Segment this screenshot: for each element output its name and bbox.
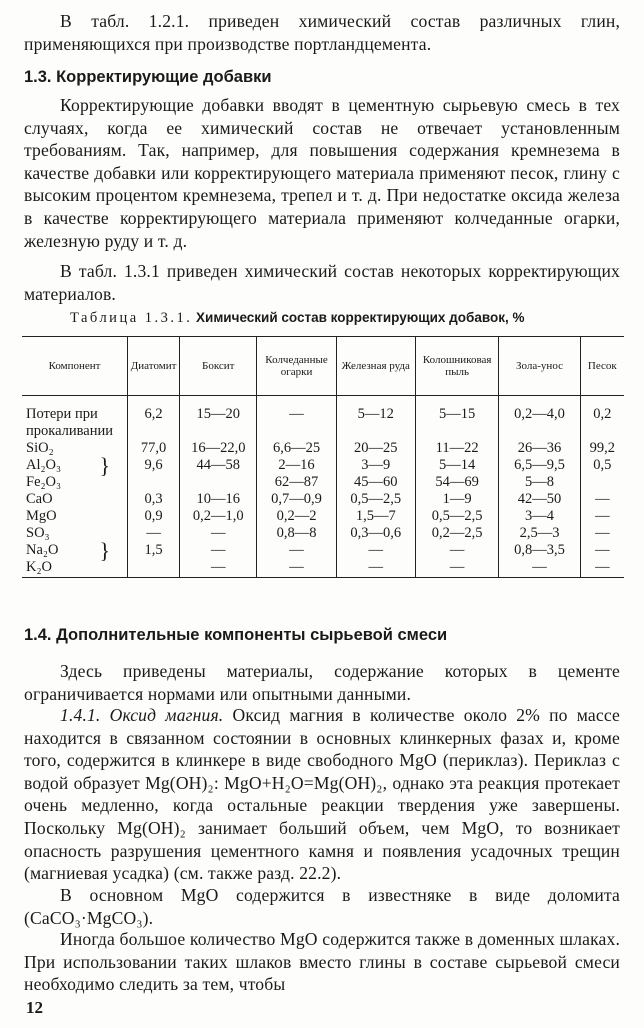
table-caption-label: Таблица 1.3.1. bbox=[70, 310, 193, 326]
table-caption bbox=[70, 309, 610, 327]
cell-value: 26—36 bbox=[499, 440, 580, 457]
cell-value: 0,2—2,5 bbox=[415, 525, 498, 542]
header-component: Компонент bbox=[22, 337, 128, 396]
cell-value: 42—50 bbox=[499, 491, 580, 508]
table-row bbox=[22, 542, 624, 559]
table-row bbox=[22, 559, 624, 578]
cell-value: 0,3 bbox=[128, 491, 180, 508]
table-row bbox=[22, 457, 624, 474]
header-flue-dust: Колошниковая пыль bbox=[415, 337, 498, 396]
header-bauxite: Боксит bbox=[180, 337, 257, 396]
cell-value: 5—15 bbox=[415, 406, 498, 440]
cell-value: 0,2—2 bbox=[257, 508, 336, 525]
section-1-4-paragraph-2 bbox=[24, 704, 620, 885]
cell-value: — bbox=[257, 559, 336, 578]
cell-value: 62—87 bbox=[257, 474, 336, 491]
cell-value: — bbox=[415, 542, 498, 559]
cell-value: 3—9 bbox=[336, 457, 415, 474]
cell-value: — bbox=[580, 542, 624, 559]
table-row bbox=[22, 474, 624, 491]
cell-value: — bbox=[499, 559, 580, 578]
cell-value bbox=[128, 474, 180, 491]
page-number: 12 bbox=[26, 998, 43, 1017]
cell-value: — bbox=[336, 542, 415, 559]
cell-value: 0,7—0,9 bbox=[257, 491, 336, 508]
cell-value: 0,2—4,0 bbox=[499, 406, 580, 440]
cell-value: — bbox=[180, 525, 257, 542]
header-sand: Песок bbox=[580, 337, 624, 396]
cell-value: 3—4 bbox=[499, 508, 580, 525]
table-row bbox=[22, 440, 624, 457]
cell-component bbox=[22, 538, 128, 563]
cell-value: 1,5—7 bbox=[336, 508, 415, 525]
cell-value: 0,5 bbox=[580, 457, 624, 474]
table-row bbox=[22, 508, 624, 525]
cell-value: — bbox=[257, 542, 336, 559]
cell-component: CaO bbox=[26, 491, 53, 507]
cell-value bbox=[580, 474, 624, 491]
cell-value bbox=[128, 559, 180, 578]
cell-value: 0,8—8 bbox=[257, 525, 336, 542]
brace-glyph: } bbox=[99, 453, 111, 478]
cell-value: 44—58 bbox=[180, 457, 257, 474]
cell-value: 0,5—2,5 bbox=[415, 508, 498, 525]
cell-value: 0,5—2,5 bbox=[336, 491, 415, 508]
subsection-1-4-1-text: Оксид магния в количестве около 2% по массе находится в связанном состоянии в основных клинкерных фазах и, кроме того, содержится в клинкере в виде свободного MgO (периклаз). Периклаз с водой образует Mg(OH)₂: MgO+H₂O=Mg(OH)₂, однако эта реакция протекает очень медленно, когда остальные реакции твердения уже завершены. Поскольку Mg(OH)₂ занимает больший объем, чем MgO, то возникает опасность разрушения цементного камня и появления усадочных трещин (магниевая усадка) (см. также разд. 22.2). bbox=[24, 705, 620, 884]
header-pyrite-cinders: Колчеданные огарки bbox=[257, 337, 336, 396]
brace-glyph: } bbox=[99, 538, 111, 563]
cell-value: 16—22,0 bbox=[180, 440, 257, 457]
cell-value: — bbox=[580, 559, 624, 578]
cell-value: 2—16 bbox=[257, 457, 336, 474]
cell-value: — bbox=[415, 559, 498, 578]
cell-value: 6,5—9,5 bbox=[499, 457, 580, 474]
cell-value: — bbox=[128, 525, 180, 542]
section-1-3-paragraph-1: Корректирующие добавки вводят в цементную сырьевую смесь в тех случаях, когда ее химический состав не отвечает установленным требованиям. Так, например, для повышения содержания кремнезема в качестве добавки или корректирующего материала применяют песок, глину с высоким процентом кремнезема, трепел и т. д. При недостатке оксида железа в качестве корректирующего материала применяют колчеданные огарки, железную руду и т. д. bbox=[24, 95, 620, 251]
table-row bbox=[22, 406, 624, 440]
table-row bbox=[22, 491, 624, 508]
cell-value: 99,2 bbox=[580, 440, 624, 457]
cell-value: — bbox=[180, 542, 257, 559]
component-label: Al₂O₃ bbox=[26, 457, 62, 473]
cell-value: 6,2 bbox=[128, 406, 180, 440]
cell-value: 1—9 bbox=[415, 491, 498, 508]
cell-value: — bbox=[336, 559, 415, 578]
cell-component: MgO bbox=[26, 508, 57, 524]
header-iron-ore: Железная руда bbox=[336, 337, 415, 396]
cell-component: SiO₂ bbox=[26, 440, 54, 456]
component-label: Na₂O bbox=[26, 542, 59, 558]
cell-component: SO₃ bbox=[26, 525, 50, 541]
section-1-4-paragraph-3: В основном MgO содержится в известняке в виде доломита (CaCO₃·MgCO₃). bbox=[24, 885, 620, 928]
section-1-4-heading: 1.4. Дополнительные компоненты сырьевой смеси bbox=[24, 626, 448, 644]
cell-value: 0,3—0,6 bbox=[336, 525, 415, 542]
table-header-row bbox=[22, 337, 624, 396]
section-1-3-heading: 1.3. Корректирующие добавки bbox=[24, 68, 272, 86]
cell-value: 77,0 bbox=[128, 440, 180, 457]
cell-value: 20—25 bbox=[336, 440, 415, 457]
section-1-4-paragraph-4: Иногда большое количество MgO содержится также в доменных шлаках. При использовании таких шлаков вместо глины в составе сырьевой смеси необходимо следить за тем, чтобы bbox=[24, 929, 620, 995]
cell-value: — bbox=[580, 525, 624, 542]
cell-value: 6,6—25 bbox=[257, 440, 336, 457]
cell-component: Потери при прокаливании bbox=[26, 406, 114, 439]
cell-value: 0,8—3,5 bbox=[499, 542, 580, 559]
cell-value: — bbox=[180, 559, 257, 578]
cell-value: 15—20 bbox=[180, 406, 257, 440]
cell-value: — bbox=[580, 508, 624, 525]
cell-component: K₂O bbox=[22, 559, 128, 578]
cell-value: 0,2—1,0 bbox=[180, 508, 257, 525]
table-row bbox=[22, 525, 624, 542]
cell-value: 9,6 bbox=[128, 457, 180, 474]
table-caption-title: Химический состав корректирующих добавок, % bbox=[196, 310, 525, 325]
cell-value: — bbox=[257, 406, 336, 440]
cell-value: 5—8 bbox=[499, 474, 580, 491]
cell-value: 5—14 bbox=[415, 457, 498, 474]
cell-value: 1,5 bbox=[128, 542, 180, 559]
cell-value: 45—60 bbox=[336, 474, 415, 491]
cell-component: Fe₂O₃ bbox=[26, 474, 62, 490]
cell-value: 0,9 bbox=[128, 508, 180, 525]
cell-value: 54—69 bbox=[415, 474, 498, 491]
cell-value: 2,5—3 bbox=[499, 525, 580, 542]
cell-value bbox=[180, 474, 257, 491]
cell-value: 11—22 bbox=[415, 440, 498, 457]
section-1-3-paragraph-2: В табл. 1.3.1 приведен химический состав некоторых корректирующих материалов. bbox=[24, 261, 620, 304]
cell-value: 5—12 bbox=[336, 406, 415, 440]
cell-value: 10—16 bbox=[180, 491, 257, 508]
intro-paragraph: В табл. 1.2.1. приведен химический состав различных глин, применяющихся при производстве портландцемента. bbox=[24, 11, 620, 54]
header-diatomite: Диатомит bbox=[128, 337, 180, 396]
cell-value: — bbox=[580, 491, 624, 508]
subsection-1-4-1-heading: 1.4.1. Оксид магния. bbox=[60, 705, 224, 725]
header-fly-ash: Зола-унос bbox=[499, 337, 580, 396]
cell-component bbox=[22, 453, 128, 478]
cell-value: 0,2 bbox=[580, 406, 624, 440]
composition-table bbox=[22, 336, 624, 578]
section-1-4-paragraph-1: Здесь приведены материалы, содержание которых в цементе ограничивается нормами или опытными данными. bbox=[24, 661, 620, 704]
